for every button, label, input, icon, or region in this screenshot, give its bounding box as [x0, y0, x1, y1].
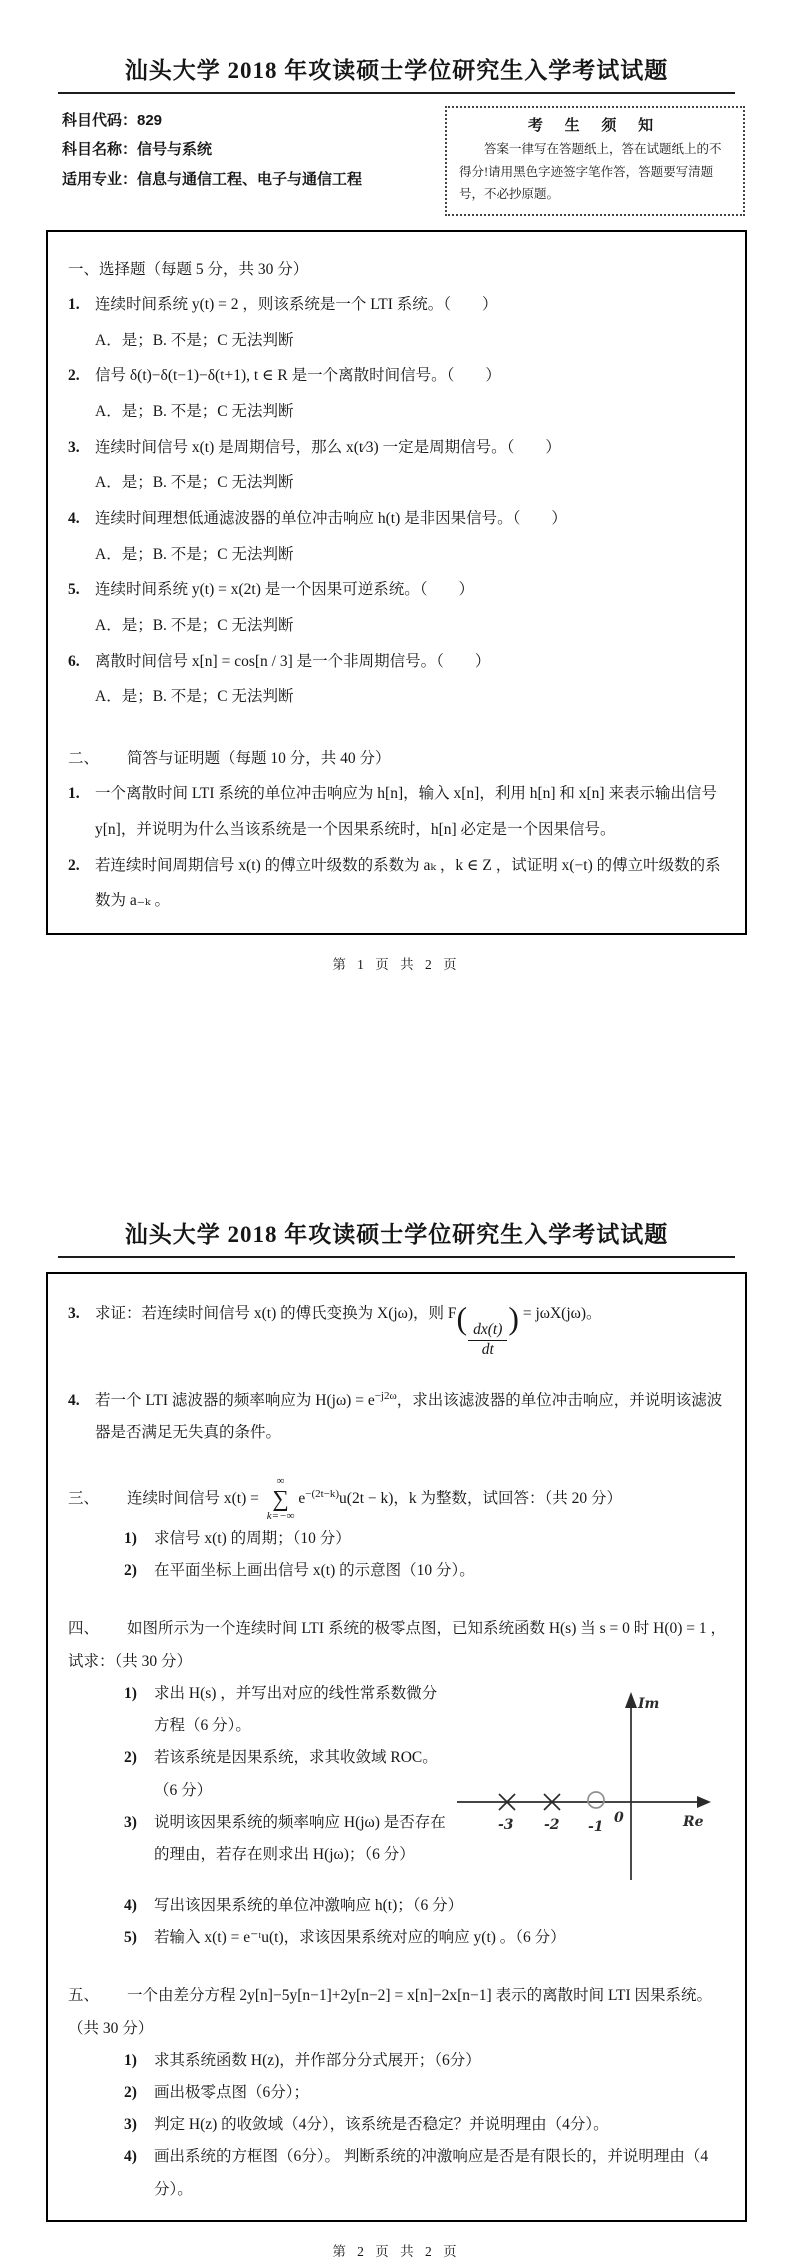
subitem-text: 写出该因果系统的单位冲激响应 h(t)；（6 分） [154, 1896, 464, 1914]
question-row [68, 501, 729, 537]
question-number: 4. [68, 509, 80, 527]
subitem-text: 求信号 x(t) 的周期；（10 分） [154, 1529, 351, 1547]
options-line: A．是；B. 不是；C 无法判断 [95, 616, 294, 634]
question-text [95, 1298, 729, 1359]
subitem-row [124, 1678, 447, 1742]
page-title: 汕头大学 2018 年攻读硕士学位研究生入学考试试题 [58, 52, 735, 94]
questions-box-page1 [46, 230, 747, 936]
imag-axis-arrow [625, 1692, 637, 1708]
question-number: 1. [68, 785, 80, 803]
question-number: 5. [68, 581, 80, 599]
right-paren: ) [508, 1301, 519, 1336]
subitem-text: 求其系统函数 H(z)，并作部分分式展开；（6分） [154, 2051, 481, 2069]
section4-heading [68, 1613, 729, 1677]
section-number: 五、 [68, 1987, 100, 2005]
subitem-row [124, 2141, 729, 2205]
section4-subitems-bottom [124, 1890, 729, 1954]
notice-title: 考 生 须 知 [527, 118, 663, 134]
subitem-row [124, 1523, 729, 1555]
left-paren: ( [456, 1301, 468, 1336]
question-text: 连续时间系统 y(t) = 2 ，则该系统是一个 LTI 系统。（ ） [95, 296, 498, 314]
subitem-text: 画出系统的方框图（6分）。 判断系统的冲激响应是否是有限长的，并说明理由（4分）。 [154, 2148, 709, 2198]
subitem-number: 4) [124, 2148, 137, 2166]
tick-label: -2 [544, 1816, 560, 1833]
question-text: 连续时间系统 y(t) = x(2t) 是一个因果可逆系统。（ ） [95, 581, 475, 599]
question-text: 信号 δ(t)−δ(t−1)−δ(t+1), t ∈ R 是一个离散时间信号。（ ） [95, 367, 501, 385]
subject-meta [62, 106, 362, 194]
question-row [68, 776, 729, 847]
sum-upper-limit: ∞ [276, 1474, 285, 1487]
options-line: A．是；B. 不是；C 无法判断 [95, 545, 294, 563]
subitem-row [124, 1890, 729, 1922]
section-number: 三、 [68, 1489, 100, 1507]
origin-label: 0 [614, 1809, 624, 1826]
formula-suffix: u(2t − k)，k 为整数，试回答：（共 20 分） [339, 1489, 623, 1507]
subitem-number: 2) [124, 1562, 137, 1580]
subitem-number: 5) [124, 1929, 137, 1947]
subitem-number: 3) [124, 2116, 137, 2134]
question-text: 若连续时间周期信号 x(t) 的傅立叶级数的系数为 aₖ ，k ∈ Z ，试证明 x(−t) 的傅立叶级数的系数为 a₋ₖ 。 [95, 856, 721, 910]
formula-suffix: ，求出该滤波器的单位冲击响应，并说明该滤波器是否满足无失真的条件。 [95, 1392, 723, 1442]
subitem-text: 画出极零点图（6分）； [154, 2084, 310, 2101]
formula-prefix: 求证：若连续时间信号 x(t) 的傅氏变换为 X(jω)，则 F [95, 1305, 457, 1322]
page-2 [0, 1216, 793, 2260]
subitem-number: 2) [124, 1749, 137, 1767]
question-row [68, 644, 729, 680]
section3-heading [68, 1476, 729, 1523]
question-text: 离散时间信号 x[n] = cos[n / 3] 是一个非周期信号。（ ） [95, 652, 491, 670]
page-title: 汕头大学 2018 年攻读硕士学位研究生入学考试试题 [58, 1216, 735, 1258]
fraction-denominator: dt [481, 1340, 494, 1358]
options-line: A．是；B. 不是；C 无法判断 [95, 331, 294, 349]
question-row [68, 430, 729, 466]
summation [267, 1476, 295, 1523]
question-row [68, 572, 729, 608]
subitem-number: 4) [124, 1896, 137, 1914]
real-axis-arrow [697, 1796, 711, 1808]
subitem-row [124, 2045, 729, 2077]
section2-heading [68, 741, 729, 777]
subitem-text: 在平面坐标上画出信号 x(t) 的示意图（10 分）。 [154, 1562, 475, 1580]
header-row [62, 106, 745, 216]
subitem-row [124, 2077, 729, 2109]
formula-prefix: 连续时间信号 x(t) = [127, 1489, 263, 1507]
section1-heading: 一、选择题（每题 5 分，共 30 分） [68, 260, 309, 278]
subject-majors: 适用专业：信息与通信工程、电子与通信工程 [62, 170, 363, 188]
subitem-row [124, 1922, 729, 1954]
formula-suffix: = jωX(jω)。 [518, 1305, 602, 1322]
options-line: A．是；B. 不是；C 无法判断 [95, 474, 294, 492]
section-number: 四、 [68, 1620, 100, 1638]
question-row [68, 1385, 729, 1449]
question-row [68, 848, 729, 919]
questions-box-page2 [46, 1272, 747, 2222]
question-text: 连续时间信号 x(t) 是周期信号，那么 x(t∕3) 一定是周期信号。（ ） [95, 438, 561, 456]
page-1 [0, 52, 793, 973]
options-line: A．是；B. 不是；C 无法判断 [95, 688, 294, 706]
subitem-text: 说明该因果系统的频率响应 H(jω) 是否存在的理由，若存在则求出 H(jω)；（6 分） [154, 1813, 446, 1863]
question-text: 连续时间理想低通滤波器的单位冲击响应 h(t) 是非因果信号。（ ） [95, 509, 567, 527]
exp-base: e [298, 1489, 306, 1507]
notice-box [445, 106, 745, 216]
pole-zero-plot [447, 1682, 729, 1890]
real-axis-label: Re [683, 1813, 704, 1830]
section5-subitems [124, 2045, 729, 2206]
imag-axis-label: Im [638, 1695, 660, 1712]
question-row [68, 358, 729, 394]
question-number: 6. [68, 652, 80, 670]
subitem-text: 判定 H(z) 的收敛域（4分），该系统是否稳定？并说明理由（4分）。 [154, 2116, 609, 2134]
page-footer: 第 2 页 共 2 页 [332, 2243, 461, 2259]
tick-label: -1 [588, 1818, 604, 1835]
fraction [468, 1321, 507, 1359]
section3-subitems [124, 1523, 729, 1587]
question-text: 一个离散时间 LTI 系统的单位冲击响应为 h[n]，输入 x[n]，利用 h[n] 和 x[n] 来表示输出信号 y[n]，并说明为什么当该系统是一个因果系统时，h[n] 必定是一个因果信号。 [95, 785, 717, 839]
subitem-number: 1) [124, 2051, 137, 2069]
question-number: 2. [68, 367, 80, 385]
subitem-number: 1) [124, 1529, 137, 1547]
subitem-row [124, 1742, 447, 1806]
subitem-row [124, 1807, 447, 1871]
page-footer: 第 1 页 共 2 页 [332, 957, 461, 973]
question-row [68, 287, 729, 323]
subitem-number: 2) [124, 2084, 137, 2101]
section4-body [68, 1678, 729, 1890]
question-number: 2. [68, 856, 80, 874]
section-number: 二、 [68, 749, 100, 767]
subitem-number: 3) [124, 1813, 137, 1831]
subitem-text: 求出 H(s) ，并写出对应的线性常系数微分方程（6 分）。 [154, 1684, 438, 1735]
notice-body: 答案一律写在答题纸上，答在试题纸上的不得分!请用黑色字迹签字笔作答，答题要写清题号，不必抄原题。 [459, 142, 722, 201]
formula-prefix: 若一个 LTI 滤波器的频率响应为 H(jω) = e [95, 1392, 375, 1410]
section-title: 如图所示为一个连续时间 LTI 系统的极零点图，已知系统函数 H(s) 当 s = 0 时 H(0) = 1 ，试求：（共 30 分） [68, 1620, 727, 1670]
subitem-number: 1) [124, 1684, 137, 1702]
fraction-numerator: dx(t) [468, 1321, 507, 1341]
section-title: 简答与证明题（每题 10 分，共 40 分） [127, 749, 391, 767]
subitem-row [124, 1555, 729, 1587]
section5-heading [68, 1980, 729, 2044]
subitem-text: 若输入 x(t) = e⁻ᵗu(t)，求该因果系统对应的响应 y(t) 。（6 分） [154, 1929, 566, 1947]
section-title: 一个由差分方程 2y[n]−5y[n−1]+2y[n−2] = x[n]−2x[n−1] 表示的离散时间 LTI 因果系统。（共 30 分） [68, 1987, 712, 2037]
exponent: −(2t−k) [305, 1487, 340, 1500]
subject-code: 科目代码：829 [62, 112, 163, 129]
sum-symbol: ∑ [272, 1486, 289, 1512]
subitem-row [124, 2109, 729, 2141]
exponent: −j2ω [374, 1390, 397, 1403]
zero-at-minus1-icon [588, 1792, 604, 1808]
question-number: 3. [68, 1305, 80, 1322]
question-number: 4. [68, 1392, 80, 1410]
question-number: 1. [68, 296, 80, 314]
question-number: 3. [68, 438, 80, 456]
question-row [68, 1298, 729, 1359]
sum-lower-limit: k=−∞ [266, 1510, 295, 1523]
subject-name: 科目名称：信号与系统 [62, 141, 213, 159]
section4-subitems-left [124, 1678, 447, 1871]
tick-label: -3 [498, 1816, 514, 1833]
options-line: A．是；B. 不是；C 无法判断 [95, 403, 294, 421]
subitem-text: 若该系统是因果系统，求其收敛域 ROC。（6 分） [154, 1749, 438, 1799]
question-text [95, 1385, 729, 1449]
